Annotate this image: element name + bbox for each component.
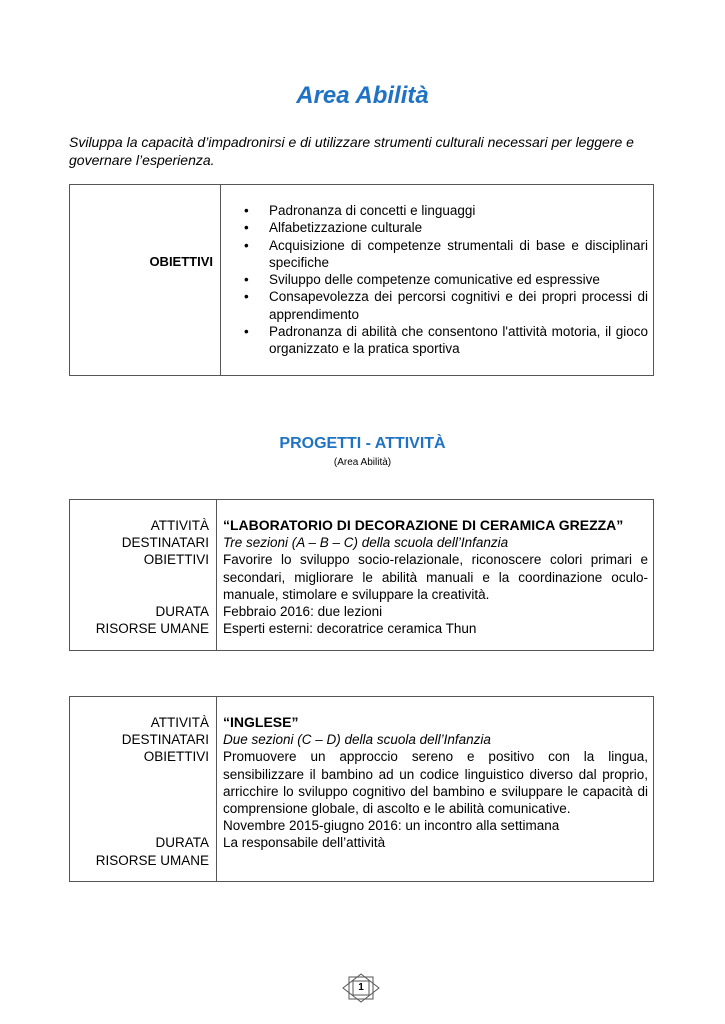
- column-divider: [216, 697, 217, 881]
- objective-item: • Sviluppo delle competenze comunicative ed espressive: [240, 271, 648, 288]
- duration-label: DURATA: [155, 835, 209, 851]
- objectives-label: OBIETTIVI: [149, 254, 213, 269]
- duration-label: DURATA: [155, 603, 209, 619]
- project-content: [223, 714, 648, 852]
- project-duration: Novembre 2015-giugno 2016: un incontro alla settimana: [223, 818, 560, 834]
- project-duration: Febbraio 2016: due lezioni: [223, 604, 383, 620]
- project-title: “LABORATORIO DI DECORAZIONE DI CERAMICA GREZZA”: [223, 517, 624, 533]
- resources-label: RISORSE UMANE: [95, 621, 209, 637]
- project-labels: [70, 714, 209, 869]
- project-recipients: Due sezioni (C – D) della scuola dell’Infanzia: [223, 732, 491, 748]
- project-content: [223, 517, 648, 637]
- objective-item: • Padronanza di abilità che consentono l'attività motoria, il gioco organizzato e la pratica sportiva: [240, 323, 648, 358]
- project-table-english: [69, 696, 654, 882]
- page-title: Area Abilità: [296, 82, 429, 109]
- project-resources: Esperti esterni: decoratrice ceramica Thun: [223, 621, 477, 637]
- recipients-label: DESTINATARI: [121, 535, 209, 551]
- page-number-badge: [341, 973, 381, 1003]
- objectives-label: OBIETTIVI: [143, 552, 209, 568]
- project-objectives: Promuovere un approccio sereno e positivo con la lingua, sensibilizzare il bambino ad un codice linguistico diverso dal proprio, arricchire lo sviluppo cognitivo del bambino e sviluppare le capacità di comprensione globale, di ascolto e le abilità comunicative.: [223, 749, 648, 817]
- section-title: PROGETTI - ATTIVITÀ: [279, 435, 446, 452]
- column-divider: [220, 185, 221, 375]
- objective-item: • Acquisizione di competenze strumentali di base e disciplinari specifiche: [240, 237, 648, 272]
- objective-item: • Alfabetizzazione culturale: [240, 219, 648, 236]
- page-number: 1: [358, 982, 364, 993]
- objective-item: • Padronanza di concetti e linguaggi: [240, 202, 648, 219]
- objective-item: • Consapevolezza dei percorsi cognitivi e dei propri processi di apprendimento: [240, 288, 648, 323]
- intro-text: Sviluppa la capacità d’impadronirsi e di utilizzare strumenti culturali necessari per leggere e governare l’esperienza.: [69, 134, 634, 168]
- project-recipients: Tre sezioni (A – B – C) della scuola dell’Infanzia: [223, 535, 509, 551]
- objectives-list: [240, 202, 648, 358]
- section-subtitle: (Area Abilità): [333, 457, 392, 468]
- activity-label: ATTIVITÀ: [150, 518, 209, 533]
- project-objectives: Favorire lo sviluppo socio-relazionale, riconoscere colori primari e secondari, migliorare le abilità manuali e la coordinazione oculo-manuale, stimolare e sviluppare la creatività.: [223, 552, 648, 602]
- project-resources: La responsabile dell’attività: [223, 835, 386, 851]
- objectives-table: [69, 184, 654, 376]
- project-title: “INGLESE”: [223, 714, 299, 730]
- objectives-label: OBIETTIVI: [143, 749, 209, 765]
- project-labels: [70, 517, 209, 637]
- column-divider: [216, 500, 217, 650]
- activity-label: ATTIVITÀ: [150, 715, 209, 730]
- project-table-ceramics: [69, 499, 654, 651]
- resources-label: RISORSE UMANE: [95, 852, 209, 868]
- recipients-label: DESTINATARI: [121, 732, 209, 748]
